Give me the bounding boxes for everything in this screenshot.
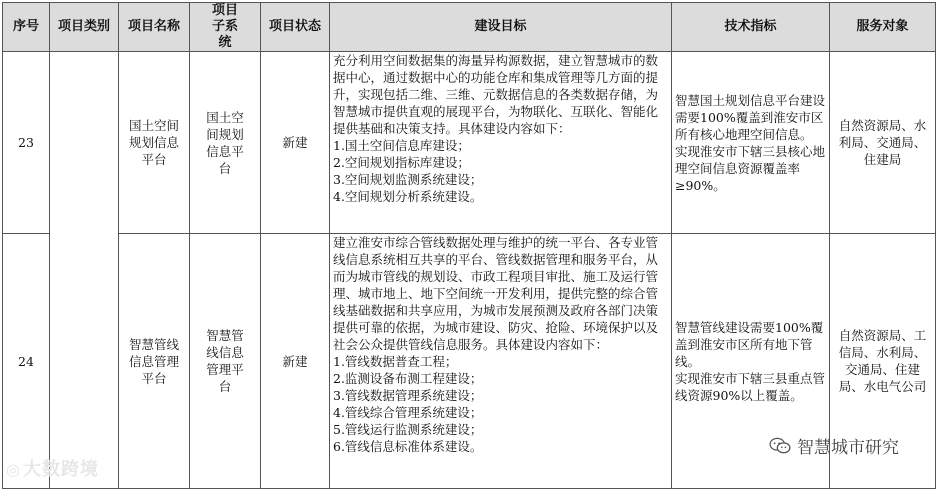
goal-item: 1.管线数据普查工程； bbox=[333, 354, 458, 369]
goal-item: 1.国土空间信息库建设； bbox=[333, 138, 470, 153]
cell-name: 国土空间规划信息平台 bbox=[119, 52, 190, 234]
cell-name: 智慧管线信息管理平台 bbox=[119, 234, 190, 489]
cell-goal bbox=[330, 234, 672, 489]
watermark-left bbox=[6, 455, 99, 481]
header-no: 序号 bbox=[3, 3, 50, 52]
goal-item: 6.管线信息标准体系建设。 bbox=[333, 439, 483, 454]
goal-item: 2.空间规划指标库建设； bbox=[333, 155, 470, 170]
header-status: 项目状态 bbox=[261, 3, 330, 52]
watermark-left-text: 大数跨境 bbox=[22, 459, 99, 480]
header-service: 服务对象 bbox=[830, 3, 936, 52]
cell-subsystem: 智慧管线信息管理平台 bbox=[190, 234, 261, 489]
watermark-right-text: 智慧城市研究 bbox=[797, 438, 899, 458]
cell-service: 自然资源局、水利局、交通局、住建局 bbox=[830, 52, 936, 234]
cell-goal bbox=[330, 52, 672, 234]
goal-description: 建立淮安市综合管线数据处理与维护的统一平台、各专业管线信息系统相互共享的平台、管线数据管理和服务平台，从而为城市管线的规划设、市政工程项目审批、施工及运行管理、城市地上、地下空间统一开发利用，提供完整的综合管线基础数据和共享应用，为城市发展预测及政府各部门决策提供可靠的依据，为城市建设、防灾、抢险、环境保护以及社会公众提供管线信息服务。具体建设内容如下： bbox=[333, 235, 659, 352]
watermark-right bbox=[769, 433, 899, 458]
header-name: 项目名称 bbox=[119, 3, 190, 52]
weibo-icon: ◎ bbox=[6, 460, 21, 479]
header-subsystem: 项目子系统 bbox=[190, 3, 261, 52]
project-table bbox=[2, 2, 936, 489]
cell-service: 自然资源局、工信局、水利局、交通局、住建局、水电气公司 bbox=[830, 234, 936, 489]
header-category: 项目类别 bbox=[50, 3, 119, 52]
cell-no: 23 bbox=[3, 52, 50, 234]
wechat-icon bbox=[769, 437, 791, 455]
table-row bbox=[3, 52, 936, 234]
tech-item: 实现淮安市下辖三县核心地理空间信息资源覆盖率≥90%。 bbox=[675, 143, 826, 193]
cell-category bbox=[50, 52, 119, 489]
cell-status: 新建 bbox=[261, 52, 330, 234]
header-tech: 技术指标 bbox=[672, 3, 830, 52]
header-goal: 建设目标 bbox=[330, 3, 672, 52]
cell-tech bbox=[672, 52, 830, 234]
goal-item: 3.管线数据管理系统建设； bbox=[333, 388, 483, 403]
goal-item: 4.空间规划分析系统建设。 bbox=[333, 189, 483, 204]
goal-item: 4.管线综合管理系统建设； bbox=[333, 405, 483, 420]
header-row bbox=[3, 3, 936, 52]
goal-item: 5.管线运行监测系统建设； bbox=[333, 422, 483, 437]
goal-description: 充分利用空间数据集的海量异构源数据，建立智慧城市的数据中心，通过数据中心的功能仓库和集成管理等几方面的提升，实现包括二维、三维、元数据信息的各类数据存储，为智慧城市提供直观的展现平台，为物联化、互联化、智能化提供基础和决策支持。具体建设内容如下： bbox=[333, 53, 659, 136]
cell-no: 24 bbox=[3, 234, 50, 489]
goal-item: 3.空间规划监测系统建设； bbox=[333, 172, 483, 187]
cell-subsystem: 国土空间规划信息平台 bbox=[190, 52, 261, 234]
cell-status: 新建 bbox=[261, 234, 330, 489]
tech-item: 智慧国土规划信息平台建设需要100%覆盖到淮安市区所有核心地理空间信息。 bbox=[675, 92, 826, 142]
goal-item: 2.监测设备布测工程建设； bbox=[333, 371, 483, 386]
tech-item: 智慧管线建设需要100%覆盖到淮安市区所有地下管线。 bbox=[675, 319, 824, 369]
tech-item: 实现淮安市下辖三县重点管线资源90%以上覆盖。 bbox=[675, 370, 826, 403]
